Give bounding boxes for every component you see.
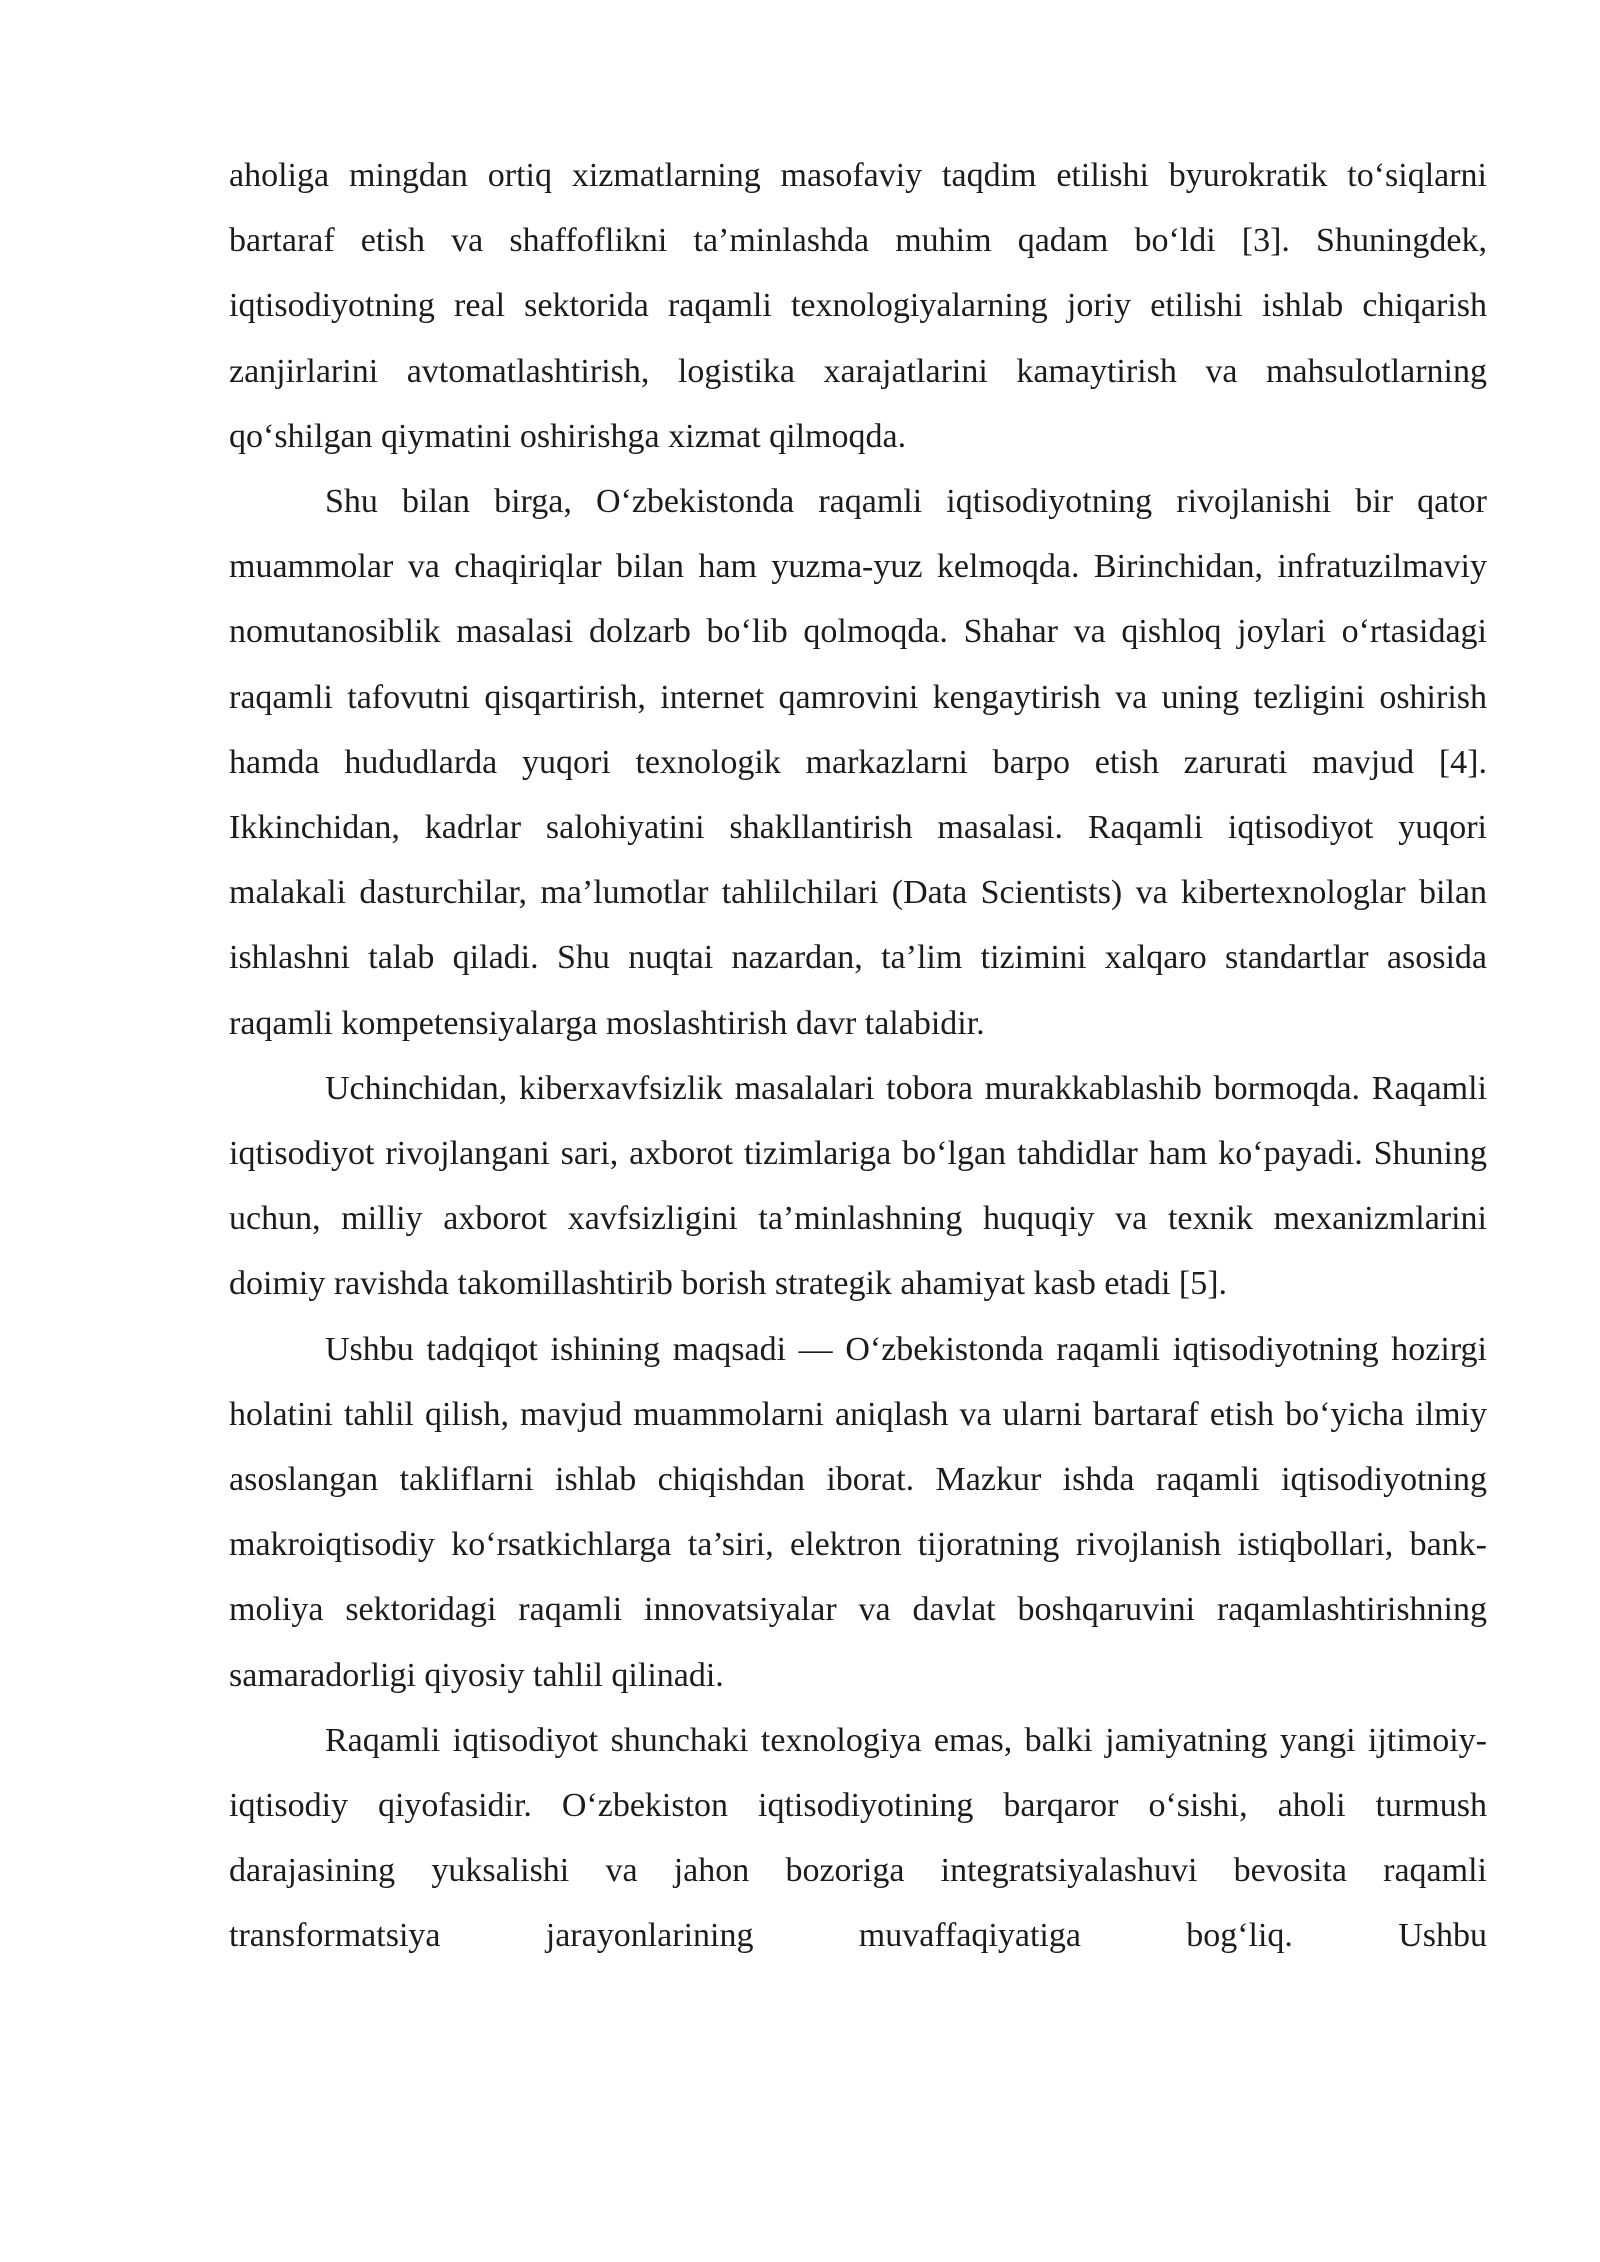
- paragraph: Ushbu tadqiqot ishining maqsadi — O‘zbekistonda raqamli iqtisodiyotning hozirgi holatini tahlil qilish, mavjud muammolarni aniqlash va ularni bartaraf etish bo‘yicha ilmiy asoslangan takliflarni ishlab chiqishdan iborat. Mazkur ishda raqamli iqtisodiyotning makroiqtisodiy ko‘rsatkichlarga ta’siri, elektron tijoratning rivojlanish istiqbollari, bank-moliya sektoridagi raqamli innovatsiyalar va davlat boshqaruvini raqamlashtirishning samaradorligi qiyosiy tahlil qilinadi.: [229, 1330, 1487, 1694]
- body-text: [229, 143, 1487, 1969]
- paragraph: aholiga mingdan ortiq xizmatlarning masofaviy taqdim etilishi byurokratik to‘siqlarni bartaraf etish va shaffoflikni ta’minlashda muhim qadam bo‘ldi [3]. Shuningdek, iqtisodiyotning real sektorida raqamli texnologiyalarning joriy etilishi ishlab chiqarish zanjirlarini avtomatlashtirish, logistika xarajatlarini kamaytirish va mahsulotlarning qo‘shilgan qiymatini oshirishga xizmat qilmoqda.: [229, 157, 1487, 455]
- paragraph: Raqamli iqtisodiyot shunchaki texnologiya emas, balki jamiyatning yangi ijtimoiy-iqtisodiy qiyofasidir. O‘zbekiston iqtisodiyotining barqaror o‘sishi, aholi turmush darajasining yuksalishi va jahon bozoriga integratsiyalashuvi bevosita raqamli transformatsiya jarayonlarining muvaffaqiyatiga bog‘liq. Ushbu: [229, 1721, 1487, 1955]
- paragraph: Shu bilan birga, O‘zbekistonda raqamli iqtisodiyotning rivojlanishi bir qator muammolar va chaqiriqlar bilan ham yuzma-yuz kelmoqda. Birinchidan, infratuzilmaviy nomutanosiblik masalasi dolzarb bo‘lib qolmoqda. Shahar va qishloq joylari o‘rtasidagi raqamli tafovutni qisqartirish, internet qamrovini kengaytirish va uning tezligini oshirish hamda hududlarda yuqori texnologik markazlarni barpo etish zarurati mavjud [4]. Ikkinchidan, kadrlar salohiyatini shakllantirish masalasi. Raqamli iqtisodiyot yuqori malakali dasturchilar, ma’lumotlar tahlilchilari (Data Scientists) va kibertexnologlar bilan ishlashni talab qiladi. Shu nuqtai nazardan, ta’lim tizimini xalqaro standartlar asosida raqamli kompetensiyalarga moslashtirish davr talabidir.: [229, 483, 1487, 1042]
- paragraph: Uchinchidan, kiberxavfsizlik masalalari tobora murakkablashib bormoqda. Raqamli iqtisodiyot rivojlangani sari, axborot tizimlariga bo‘lgan tahdidlar ham ko‘payadi. Shuning uchun, milliy axborot xavfsizligini ta’minlashning huquqiy va texnik mexanizmlarini doimiy ravishda takomillashtirib borish strategik ahamiyat kasb etadi [5].: [229, 1069, 1487, 1303]
